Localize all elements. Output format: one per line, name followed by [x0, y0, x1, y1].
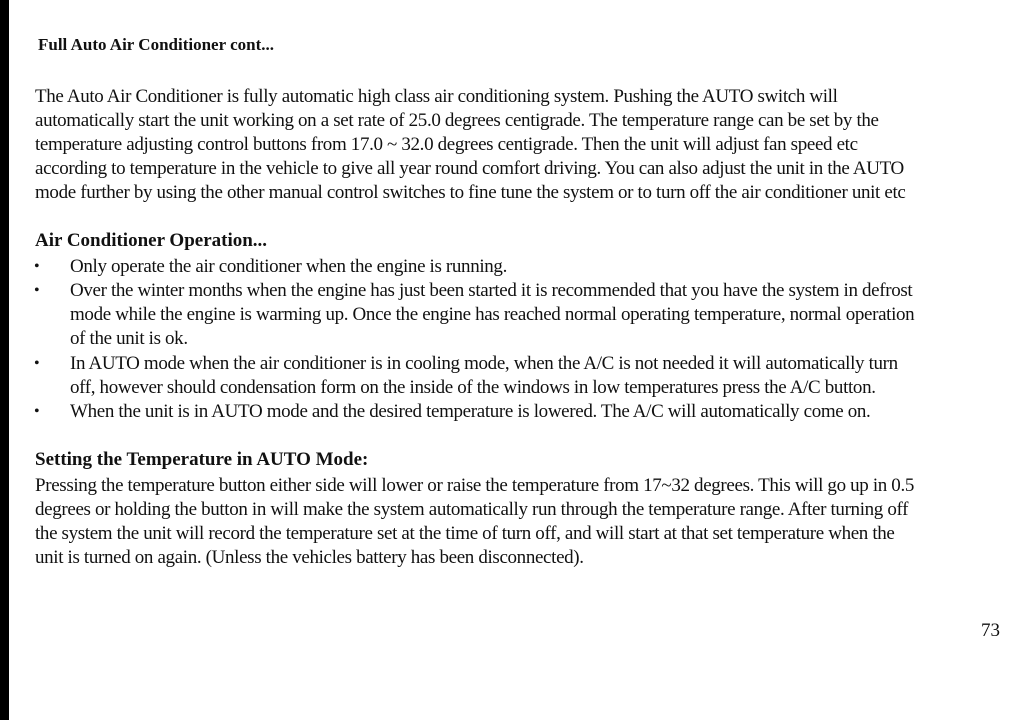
auto-mode-line: Pressing the temperature button either side will lower or raise the temperature from 17~32 degrees. This will go up in 0.5: [35, 475, 914, 496]
auto-mode-line: unit is turned on again. (Unless the vehicles battery has been disconnected).: [35, 547, 584, 568]
intro-line: mode further by using the other manual control switches to fine tune the system or to turn off the air conditioner unit etc: [35, 182, 906, 203]
operation-bullet-line: off, however should condensation form on the inside of the windows in low temperatures press the A/C button.: [70, 377, 876, 398]
operation-bullet-line: In AUTO mode when the air conditioner is in cooling mode, when the A/C is not needed it will automatically turn: [70, 353, 898, 374]
operation-bullet-line: of the unit is ok.: [70, 328, 188, 349]
auto-mode-line: degrees or holding the button in will make the system automatically run through the temperature range. After turning off: [35, 499, 909, 520]
operation-bullet-line: Over the winter months when the engine has just been started it is recommended that you have the system in defrost: [70, 280, 913, 301]
page-number: 73: [981, 620, 1000, 641]
auto-mode-title: Setting the Temperature in AUTO Mode:: [35, 449, 369, 470]
operation-title: Air Conditioner Operation...: [35, 230, 268, 251]
bullet-icon: •: [34, 355, 40, 372]
intro-line: automatically start the unit working on a set rate of 25.0 degrees centigrade. The temperature range can be set by the: [35, 110, 879, 131]
bullet-icon: •: [34, 258, 40, 275]
page-edge-shadow: [0, 0, 9, 720]
intro-line: according to temperature in the vehicle to give all year round comfort driving. You can also adjust the unit in the AUTO: [35, 158, 904, 179]
operation-bullet-line: Only operate the air conditioner when the engine is running.: [70, 256, 507, 277]
section-title: Full Auto Air Conditioner cont...: [38, 35, 274, 54]
auto-mode-line: the system the unit will record the temperature set at the time of turn off, and will start at that set temperature when the: [35, 523, 895, 544]
bullet-icon: •: [34, 403, 40, 420]
operation-bullet-line: When the unit is in AUTO mode and the desired temperature is lowered. The A/C will automatically come on.: [70, 401, 871, 422]
operation-bullet-line: mode while the engine is warming up. Once the engine has reached normal operating temperature, normal operation: [70, 304, 915, 325]
intro-line: The Auto Air Conditioner is fully automatic high class air conditioning system. Pushing the AUTO switch will: [35, 86, 838, 107]
intro-line: temperature adjusting control buttons from 17.0 ~ 32.0 degrees centigrade. Then the unit will adjust fan speed etc: [35, 134, 858, 155]
bullet-icon: •: [34, 282, 40, 299]
